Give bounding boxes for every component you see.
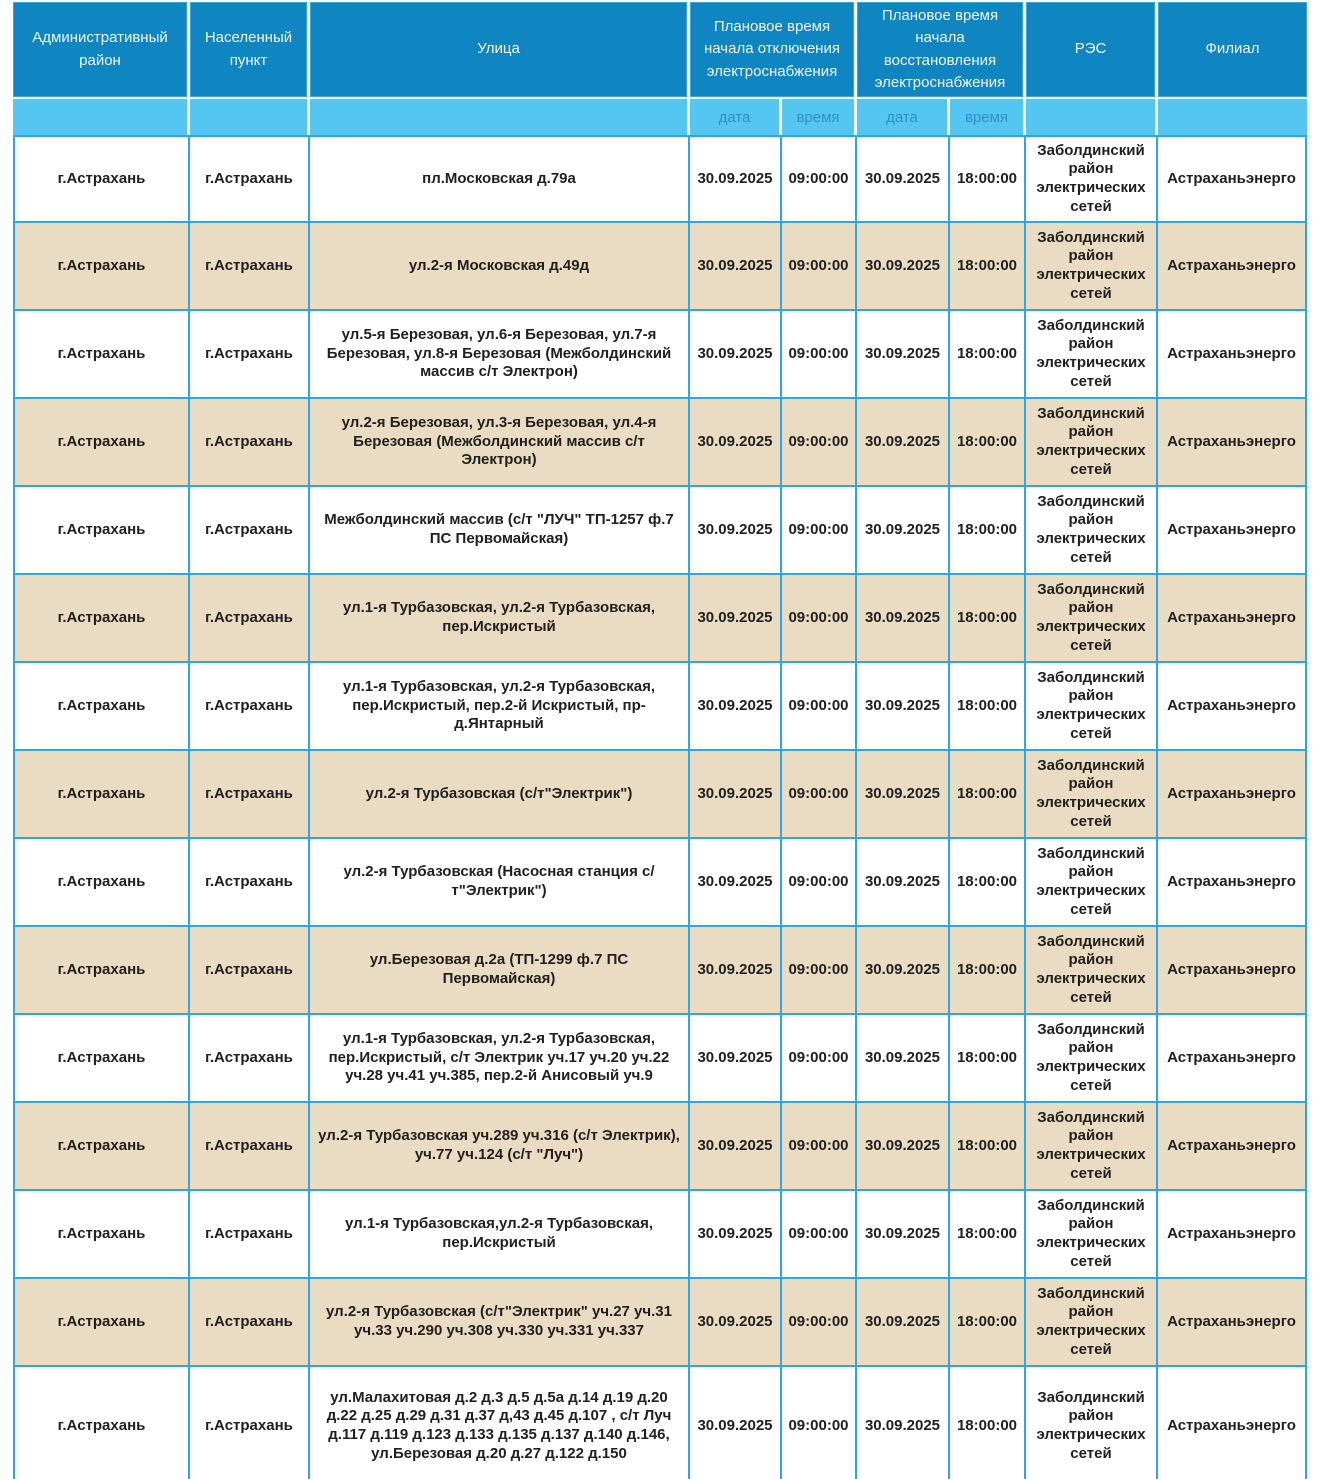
cell-res: Заболдинский район электрических сетей: [1026, 927, 1158, 1015]
table-row: [13, 927, 1307, 1015]
cell-restore-date: 30.09.2025: [857, 575, 950, 663]
header-row-sub: [13, 99, 1307, 135]
cell-admin-district: г.Астрахань: [13, 1191, 190, 1279]
cell-street: ул.1-я Турбазовская,ул.2-я Турбазовская, пер.Искристый: [310, 1191, 690, 1279]
outage-table: [13, 2, 1307, 1479]
table-row: [13, 1015, 1307, 1103]
cell-street: ул.2-я Березовая, ул.3-я Березовая, ул.4-я Березовая (Межболдинский массив с/т Электрон): [310, 399, 690, 487]
cell-settlement: г.Астрахань: [190, 1103, 310, 1191]
subheader-empty-res: [1026, 99, 1158, 135]
cell-street: ул.1-я Турбазовская, ул.2-я Турбазовская, пер.Искристый: [310, 575, 690, 663]
cell-street: ул.2-я Турбазовская уч.289 уч.316 (с/т Электрик), уч.77 уч.124 (с/т "Луч"): [310, 1103, 690, 1191]
cell-outage-time: 09:00:00: [782, 311, 857, 399]
cell-settlement: г.Астрахань: [190, 839, 310, 927]
cell-restore-time: 18:00:00: [950, 223, 1026, 311]
cell-settlement: г.Астрахань: [190, 1015, 310, 1103]
cell-restore-date: 30.09.2025: [857, 751, 950, 839]
cell-res: Заболдинский район электрических сетей: [1026, 1367, 1158, 1479]
cell-restore-date: 30.09.2025: [857, 1367, 950, 1479]
cell-res: Заболдинский район электрических сетей: [1026, 575, 1158, 663]
cell-branch: Астраханьэнерго: [1158, 1191, 1307, 1279]
cell-res: Заболдинский район электрических сетей: [1026, 399, 1158, 487]
table-row: [13, 399, 1307, 487]
header-restore-start: Плановое время начала восстановления электроснабжения: [857, 2, 1026, 99]
cell-res: Заболдинский район электрических сетей: [1026, 135, 1158, 223]
header-settlement: Населенный пункт: [190, 2, 310, 99]
table-row: [13, 663, 1307, 751]
cell-restore-time: 18:00:00: [950, 1367, 1026, 1479]
table-row: [13, 223, 1307, 311]
cell-settlement: г.Астрахань: [190, 399, 310, 487]
cell-settlement: г.Астрахань: [190, 223, 310, 311]
cell-admin-district: г.Астрахань: [13, 1103, 190, 1191]
cell-restore-date: 30.09.2025: [857, 399, 950, 487]
cell-branch: Астраханьэнерго: [1158, 399, 1307, 487]
cell-settlement: г.Астрахань: [190, 1367, 310, 1479]
cell-res: Заболдинский район электрических сетей: [1026, 223, 1158, 311]
cell-res: Заболдинский район электрических сетей: [1026, 663, 1158, 751]
header-outage-start: Плановое время начала отключения электроснабжения: [690, 2, 857, 99]
cell-restore-date: 30.09.2025: [857, 311, 950, 399]
cell-outage-date: 30.09.2025: [690, 223, 782, 311]
cell-admin-district: г.Астрахань: [13, 1367, 190, 1479]
cell-branch: Астраханьэнерго: [1158, 223, 1307, 311]
cell-outage-time: 09:00:00: [782, 1103, 857, 1191]
header-street: Улица: [310, 2, 690, 99]
subheader-outage-date: дата: [690, 99, 782, 135]
table-row: [13, 839, 1307, 927]
cell-settlement: г.Астрахань: [190, 751, 310, 839]
cell-admin-district: г.Астрахань: [13, 311, 190, 399]
cell-settlement: г.Астрахань: [190, 1191, 310, 1279]
cell-restore-date: 30.09.2025: [857, 1103, 950, 1191]
cell-outage-time: 09:00:00: [782, 751, 857, 839]
cell-settlement: г.Астрахань: [190, 311, 310, 399]
cell-admin-district: г.Астрахань: [13, 663, 190, 751]
cell-admin-district: г.Астрахань: [13, 839, 190, 927]
cell-outage-time: 09:00:00: [782, 1191, 857, 1279]
cell-outage-date: 30.09.2025: [690, 1103, 782, 1191]
cell-admin-district: г.Астрахань: [13, 751, 190, 839]
cell-settlement: г.Астрахань: [190, 575, 310, 663]
cell-restore-time: 18:00:00: [950, 1191, 1026, 1279]
cell-outage-date: 30.09.2025: [690, 751, 782, 839]
subheader-restore-date: дата: [857, 99, 950, 135]
cell-restore-time: 18:00:00: [950, 927, 1026, 1015]
table-row: [13, 135, 1307, 223]
cell-res: Заболдинский район электрических сетей: [1026, 1279, 1158, 1367]
cell-street: ул.1-я Турбазовская, ул.2-я Турбазовская, пер.Искристый, с/т Электрик уч.17 уч.20 уч.22 уч.28 уч.41 уч.385, пер.2-й Анисовый уч.9: [310, 1015, 690, 1103]
cell-street: ул.1-я Турбазовская, ул.2-я Турбазовская, пер.Искристый, пер.2-й Искристый, пр-д.Янтарный: [310, 663, 690, 751]
subheader-empty-settlement: [190, 99, 310, 135]
cell-outage-date: 30.09.2025: [690, 135, 782, 223]
cell-admin-district: г.Астрахань: [13, 1015, 190, 1103]
table-row: [13, 1279, 1307, 1367]
table-row: [13, 1367, 1307, 1479]
table-row: [13, 751, 1307, 839]
subheader-outage-time: время: [782, 99, 857, 135]
cell-outage-date: 30.09.2025: [690, 487, 782, 575]
subheader-empty-branch: [1158, 99, 1307, 135]
cell-settlement: г.Астрахань: [190, 663, 310, 751]
cell-street: ул.2-я Турбазовская (Насосная станция с/т"Электрик"): [310, 839, 690, 927]
table-row: [13, 311, 1307, 399]
cell-restore-date: 30.09.2025: [857, 663, 950, 751]
cell-res: Заболдинский район электрических сетей: [1026, 311, 1158, 399]
header-branch: Филиал: [1158, 2, 1307, 99]
cell-settlement: г.Астрахань: [190, 135, 310, 223]
cell-outage-time: 09:00:00: [782, 575, 857, 663]
cell-outage-time: 09:00:00: [782, 1279, 857, 1367]
cell-outage-date: 30.09.2025: [690, 839, 782, 927]
cell-outage-date: 30.09.2025: [690, 1367, 782, 1479]
outage-table-body: [13, 135, 1307, 1479]
subheader-empty-admin: [13, 99, 190, 135]
cell-outage-date: 30.09.2025: [690, 663, 782, 751]
cell-street: ул.Малахитовая д.2 д.3 д.5 д.5а д.14 д.19 д.20 д.22 д.25 д.29 д.31 д.37 д,43 д.45 д.107 , с/т Луч д.117 д.119 д.123 д.133 д.135 д.137 д.140 д.146, ул.Березовая д.20 д.27 д.122 д.150: [310, 1367, 690, 1479]
subheader-restore-time: время: [950, 99, 1026, 135]
cell-settlement: г.Астрахань: [190, 487, 310, 575]
cell-res: Заболдинский район электрических сетей: [1026, 1015, 1158, 1103]
cell-branch: Астраханьэнерго: [1158, 1279, 1307, 1367]
header-row-main: [13, 2, 1307, 99]
cell-res: Заболдинский район электрических сетей: [1026, 839, 1158, 927]
cell-res: Заболдинский район электрических сетей: [1026, 751, 1158, 839]
cell-outage-date: 30.09.2025: [690, 311, 782, 399]
table-row: [13, 575, 1307, 663]
cell-settlement: г.Астрахань: [190, 927, 310, 1015]
cell-admin-district: г.Астрахань: [13, 487, 190, 575]
cell-outage-time: 09:00:00: [782, 1015, 857, 1103]
cell-res: Заболдинский район электрических сетей: [1026, 487, 1158, 575]
cell-restore-date: 30.09.2025: [857, 223, 950, 311]
cell-branch: Астраханьэнерго: [1158, 575, 1307, 663]
cell-restore-time: 18:00:00: [950, 1103, 1026, 1191]
cell-street: Межболдинский массив (с/т "ЛУЧ" ТП-1257 ф.7 ПС Первомайская): [310, 487, 690, 575]
cell-branch: Астраханьэнерго: [1158, 1103, 1307, 1191]
cell-restore-time: 18:00:00: [950, 311, 1026, 399]
table-header: [13, 2, 1307, 135]
cell-admin-district: г.Астрахань: [13, 135, 190, 223]
cell-outage-date: 30.09.2025: [690, 1191, 782, 1279]
cell-admin-district: г.Астрахань: [13, 223, 190, 311]
cell-restore-date: 30.09.2025: [857, 487, 950, 575]
cell-outage-date: 30.09.2025: [690, 927, 782, 1015]
cell-branch: Астраханьэнерго: [1158, 1367, 1307, 1479]
cell-street: ул.2-я Турбазовская (с/т"Электрик" уч.27 уч.31 уч.33 уч.290 уч.308 уч.330 уч.331 уч.337: [310, 1279, 690, 1367]
cell-branch: Астраханьэнерго: [1158, 839, 1307, 927]
table-row: [13, 1191, 1307, 1279]
header-admin-district: Административный район: [13, 2, 190, 99]
cell-admin-district: г.Астрахань: [13, 575, 190, 663]
subheader-empty-street: [310, 99, 690, 135]
cell-restore-time: 18:00:00: [950, 663, 1026, 751]
cell-restore-date: 30.09.2025: [857, 1191, 950, 1279]
cell-branch: Астраханьэнерго: [1158, 1015, 1307, 1103]
cell-street: ул.2-я Турбазовская (с/т"Электрик"): [310, 751, 690, 839]
table-row: [13, 1103, 1307, 1191]
cell-outage-time: 09:00:00: [782, 663, 857, 751]
cell-outage-time: 09:00:00: [782, 927, 857, 1015]
header-res: РЭС: [1026, 2, 1158, 99]
cell-branch: Астраханьэнерго: [1158, 927, 1307, 1015]
cell-outage-time: 09:00:00: [782, 839, 857, 927]
cell-restore-time: 18:00:00: [950, 839, 1026, 927]
cell-restore-time: 18:00:00: [950, 399, 1026, 487]
cell-street: ул.2-я Московская д.49д: [310, 223, 690, 311]
cell-res: Заболдинский район электрических сетей: [1026, 1191, 1158, 1279]
cell-restore-time: 18:00:00: [950, 1015, 1026, 1103]
cell-street: ул.5-я Березовая, ул.6-я Березовая, ул.7-я Березовая, ул.8-я Березовая (Межболдинский массив с/т Электрон): [310, 311, 690, 399]
cell-branch: Астраханьэнерго: [1158, 663, 1307, 751]
cell-outage-date: 30.09.2025: [690, 1279, 782, 1367]
cell-restore-time: 18:00:00: [950, 751, 1026, 839]
cell-outage-time: 09:00:00: [782, 223, 857, 311]
cell-outage-date: 30.09.2025: [690, 575, 782, 663]
cell-settlement: г.Астрахань: [190, 1279, 310, 1367]
cell-outage-time: 09:00:00: [782, 399, 857, 487]
cell-restore-time: 18:00:00: [950, 1279, 1026, 1367]
cell-branch: Астраханьэнерго: [1158, 135, 1307, 223]
cell-res: Заболдинский район электрических сетей: [1026, 1103, 1158, 1191]
cell-restore-time: 18:00:00: [950, 575, 1026, 663]
cell-restore-date: 30.09.2025: [857, 135, 950, 223]
cell-street: пл.Московская д.79а: [310, 135, 690, 223]
cell-outage-date: 30.09.2025: [690, 399, 782, 487]
cell-admin-district: г.Астрахань: [13, 399, 190, 487]
cell-admin-district: г.Астрахань: [13, 1279, 190, 1367]
cell-outage-time: 09:00:00: [782, 135, 857, 223]
cell-restore-date: 30.09.2025: [857, 839, 950, 927]
cell-restore-date: 30.09.2025: [857, 927, 950, 1015]
cell-branch: Астраханьэнерго: [1158, 487, 1307, 575]
cell-restore-time: 18:00:00: [950, 135, 1026, 223]
cell-branch: Астраханьэнерго: [1158, 311, 1307, 399]
cell-street: ул.Березовая д.2а (ТП-1299 ф.7 ПС Первомайская): [310, 927, 690, 1015]
table-row: [13, 487, 1307, 575]
cell-outage-date: 30.09.2025: [690, 1015, 782, 1103]
cell-admin-district: г.Астрахань: [13, 927, 190, 1015]
cell-outage-time: 09:00:00: [782, 487, 857, 575]
cell-branch: Астраханьэнерго: [1158, 751, 1307, 839]
cell-outage-time: 09:00:00: [782, 1367, 857, 1479]
cell-restore-date: 30.09.2025: [857, 1015, 950, 1103]
cell-restore-time: 18:00:00: [950, 487, 1026, 575]
cell-restore-date: 30.09.2025: [857, 1279, 950, 1367]
